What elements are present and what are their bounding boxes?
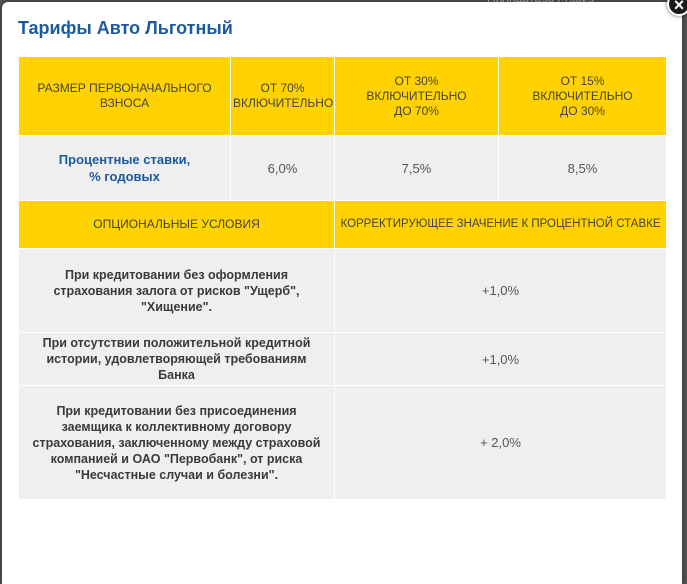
header-30-70-line3: ДО 70%	[394, 103, 439, 118]
condition-line: заемщика к коллективному договору	[61, 419, 292, 434]
condition-line: страхования, заключенному между страховой	[32, 435, 321, 450]
rate-value-70: 6,0%	[231, 136, 335, 201]
condition-line: При кредитовании без присоединения	[56, 403, 297, 418]
header-15-30	[499, 57, 667, 136]
condition-line: "Хищение".	[140, 299, 213, 314]
header-15-30-line3: ДО 30%	[560, 103, 605, 118]
condition-line: страхования залога от рисков "Ущерб",	[53, 283, 300, 298]
rates-value-row	[19, 136, 667, 201]
condition-line: истории, удовлетворяющей требованиям	[46, 352, 307, 366]
table-row	[19, 386, 667, 500]
close-icon: ×	[673, 0, 685, 15]
rate-label-line2: % годовых	[89, 169, 160, 184]
adjustment-value: + 2,0%	[335, 386, 667, 500]
rate-label-line1: Процентные ставки,	[58, 152, 191, 167]
condition-line: При отсутствии положительной кредитной	[42, 336, 311, 350]
header-rate-adjustment: КОРРЕКТИРУЮЩЕЕ ЗНАЧЕНИЕ К ПРОЦЕНТНОЙ СТАВКЕ	[335, 201, 667, 249]
conditions-table	[18, 200, 667, 500]
condition-text	[19, 333, 335, 386]
rates-header-row	[19, 57, 667, 136]
rate-value-30-70: 7,5%	[335, 136, 499, 201]
rate-label	[19, 136, 231, 201]
header-30-70-line1: ОТ 30%	[394, 73, 439, 88]
adjustment-value: +1,0%	[335, 249, 667, 333]
header-down-payment: РАЗМЕР ПЕРВОНАЧАЛЬНОГО ВЗНОСА	[19, 57, 231, 136]
table-row	[19, 249, 667, 333]
condition-line: "Несчастные случаи и болезни".	[74, 467, 279, 482]
header-30-70	[335, 57, 499, 136]
condition-text	[19, 249, 335, 333]
table-row	[19, 333, 667, 386]
adjustment-value: +1,0%	[335, 333, 667, 386]
rate-value-15-30: 8,5%	[499, 136, 667, 201]
rates-table	[18, 56, 667, 201]
modal-title: Тарифы Авто Льготный	[18, 18, 233, 38]
condition-line: Банка	[158, 368, 195, 382]
tariffs-modal	[2, 2, 682, 584]
header-15-30-line1: ОТ 15%	[560, 73, 605, 88]
header-15-30-line2: ВКЛЮЧИТЕЛЬНО	[532, 88, 633, 103]
conditions-header-row	[19, 201, 667, 249]
condition-line: При кредитовании без оформления	[64, 267, 289, 282]
header-from-70: ОТ 70% ВКЛЮЧИТЕЛЬНО	[231, 57, 335, 136]
condition-line: компанией и ОАО "Первобанк", от риска	[50, 451, 303, 466]
header-30-70-line2: ВКЛЮЧИТЕЛЬНО	[366, 88, 467, 103]
condition-text	[19, 386, 335, 500]
header-optional-conditions: ОПЦИОНАЛЬНЫЕ УСЛОВИЯ	[19, 201, 335, 249]
